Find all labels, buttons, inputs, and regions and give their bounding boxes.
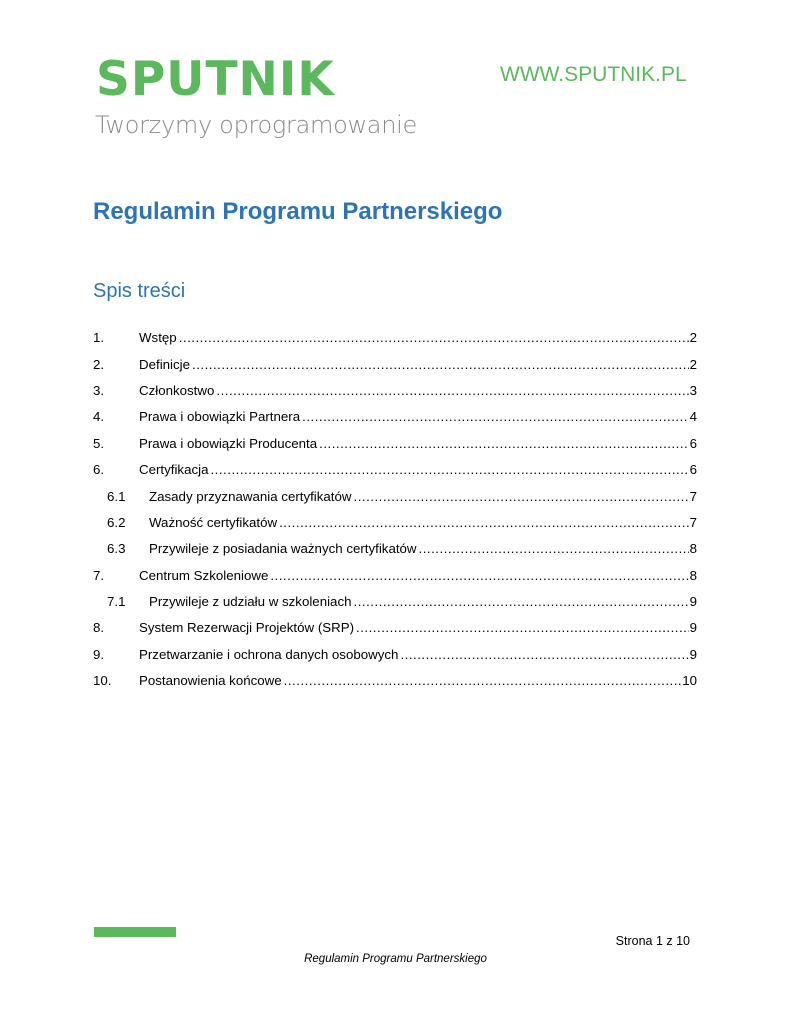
- toc-entry-number: 7.: [93, 567, 105, 583]
- toc-subentry[interactable]: [93, 536, 697, 562]
- toc-subentry[interactable]: [93, 483, 697, 509]
- toc-dot-leader: [319, 435, 688, 453]
- toc-dot-leader: [192, 356, 689, 374]
- toc-entry-number: 9.: [93, 646, 105, 662]
- toc-entry-number: 6.2: [107, 514, 126, 530]
- toc-entry-title: Zasady przyznawania certyfikatów: [149, 488, 352, 504]
- toc-entry-title: Postanowienia końcowe: [139, 673, 282, 689]
- toc-dot-leader: [302, 408, 688, 426]
- toc-entry[interactable]: [93, 351, 697, 377]
- toc-entry-page: 9: [689, 594, 697, 610]
- toc-dot-leader: [270, 567, 688, 585]
- toc-entry[interactable]: [93, 378, 697, 404]
- toc-entry-page: 7: [689, 488, 697, 504]
- toc-dot-leader: [419, 540, 689, 558]
- sputnik-logo: SPUTNIK: [96, 52, 335, 107]
- toc-entry-page: 2: [689, 356, 697, 372]
- footer-document-name: Regulamin Programu Partnerskiego: [304, 953, 487, 965]
- toc-entry-title: Prawa i obowiązki Producenta: [139, 435, 318, 451]
- toc-subentry[interactable]: [93, 589, 697, 615]
- toc-entry[interactable]: [93, 615, 697, 641]
- toc-entry-number: 5.: [93, 435, 105, 451]
- toc-dot-leader: [400, 646, 688, 664]
- toc-entry-title: Przywileje z posiadania ważnych certyfikatów: [149, 541, 417, 557]
- toc-entry[interactable]: [93, 325, 697, 351]
- toc-entry-title: Członkostwo: [139, 382, 215, 398]
- document-title: Regulamin Programu Partnerskiego: [93, 198, 503, 225]
- toc-dot-leader: [179, 329, 689, 347]
- toc-entry-number: 7.1: [107, 594, 126, 610]
- toc-entry-page: 3: [689, 382, 697, 398]
- toc-entry-number: 6.3: [107, 541, 126, 557]
- toc-entry-title: Przywileje z udziału w szkoleniach: [149, 594, 352, 610]
- toc-entry-page: 6: [689, 462, 697, 478]
- toc-entry-page: 6: [689, 435, 697, 451]
- toc-entry-number: 6.: [93, 462, 105, 478]
- toc-dot-leader: [279, 514, 689, 532]
- toc-entry-title: Centrum Szkoleniowe: [139, 567, 269, 583]
- toc-entry-page: 8: [689, 541, 697, 557]
- toc-entry-title: Wstęp: [139, 330, 177, 346]
- toc-dot-leader: [284, 672, 682, 690]
- toc-dot-leader: [354, 488, 689, 506]
- toc-entry-title: Przetwarzanie i ochrona danych osobowych: [139, 646, 399, 662]
- toc-entry[interactable]: [93, 404, 697, 430]
- toc-entry-title: Ważność certyfikatów: [149, 514, 278, 530]
- toc-entry-page: 10: [682, 673, 697, 689]
- toc-entry-title: Certyfikacja: [139, 462, 209, 478]
- toc-entry-number: 1.: [93, 330, 105, 346]
- toc-dot-leader: [216, 382, 688, 400]
- toc-entry-page: 4: [689, 409, 697, 425]
- toc-entry-page: 9: [689, 620, 697, 636]
- toc-entry-title: System Rezerwacji Projektów (SRP): [139, 620, 355, 636]
- toc-heading: Spis treści: [93, 280, 186, 302]
- toc-entry-number: 2.: [93, 356, 105, 372]
- toc-entry-title: Definicje: [139, 356, 190, 372]
- toc-dot-leader: [356, 619, 689, 637]
- toc-dot-leader: [210, 461, 688, 479]
- toc-entry-page: 9: [689, 646, 697, 662]
- toc-entry-number: 4.: [93, 409, 105, 425]
- table-of-contents: [93, 325, 697, 694]
- toc-entry[interactable]: [93, 431, 697, 457]
- toc-entry[interactable]: [93, 563, 697, 589]
- toc-subentry[interactable]: [93, 510, 697, 536]
- toc-entry-number: 6.1: [107, 488, 126, 504]
- toc-dot-leader: [354, 593, 689, 611]
- footer-accent-bar: [94, 927, 176, 937]
- page-number: Strona 1 z 10: [615, 934, 690, 948]
- toc-entry[interactable]: [93, 457, 697, 483]
- toc-entry-title: Prawa i obowiązki Partnera: [139, 409, 301, 425]
- logo-tagline: Tworzymy oprogramowanie: [95, 111, 417, 139]
- toc-entry[interactable]: [93, 668, 697, 694]
- toc-entry-number: 3.: [93, 382, 105, 398]
- toc-entry[interactable]: [93, 642, 697, 668]
- toc-entry-page: 8: [689, 567, 697, 583]
- toc-entry-page: 2: [689, 330, 697, 346]
- website-url: WWW.SPUTNIK.PL: [500, 63, 687, 86]
- toc-entry-number: 8.: [93, 620, 105, 636]
- toc-entry-page: 7: [689, 514, 697, 530]
- toc-entry-number: 10.: [93, 673, 112, 689]
